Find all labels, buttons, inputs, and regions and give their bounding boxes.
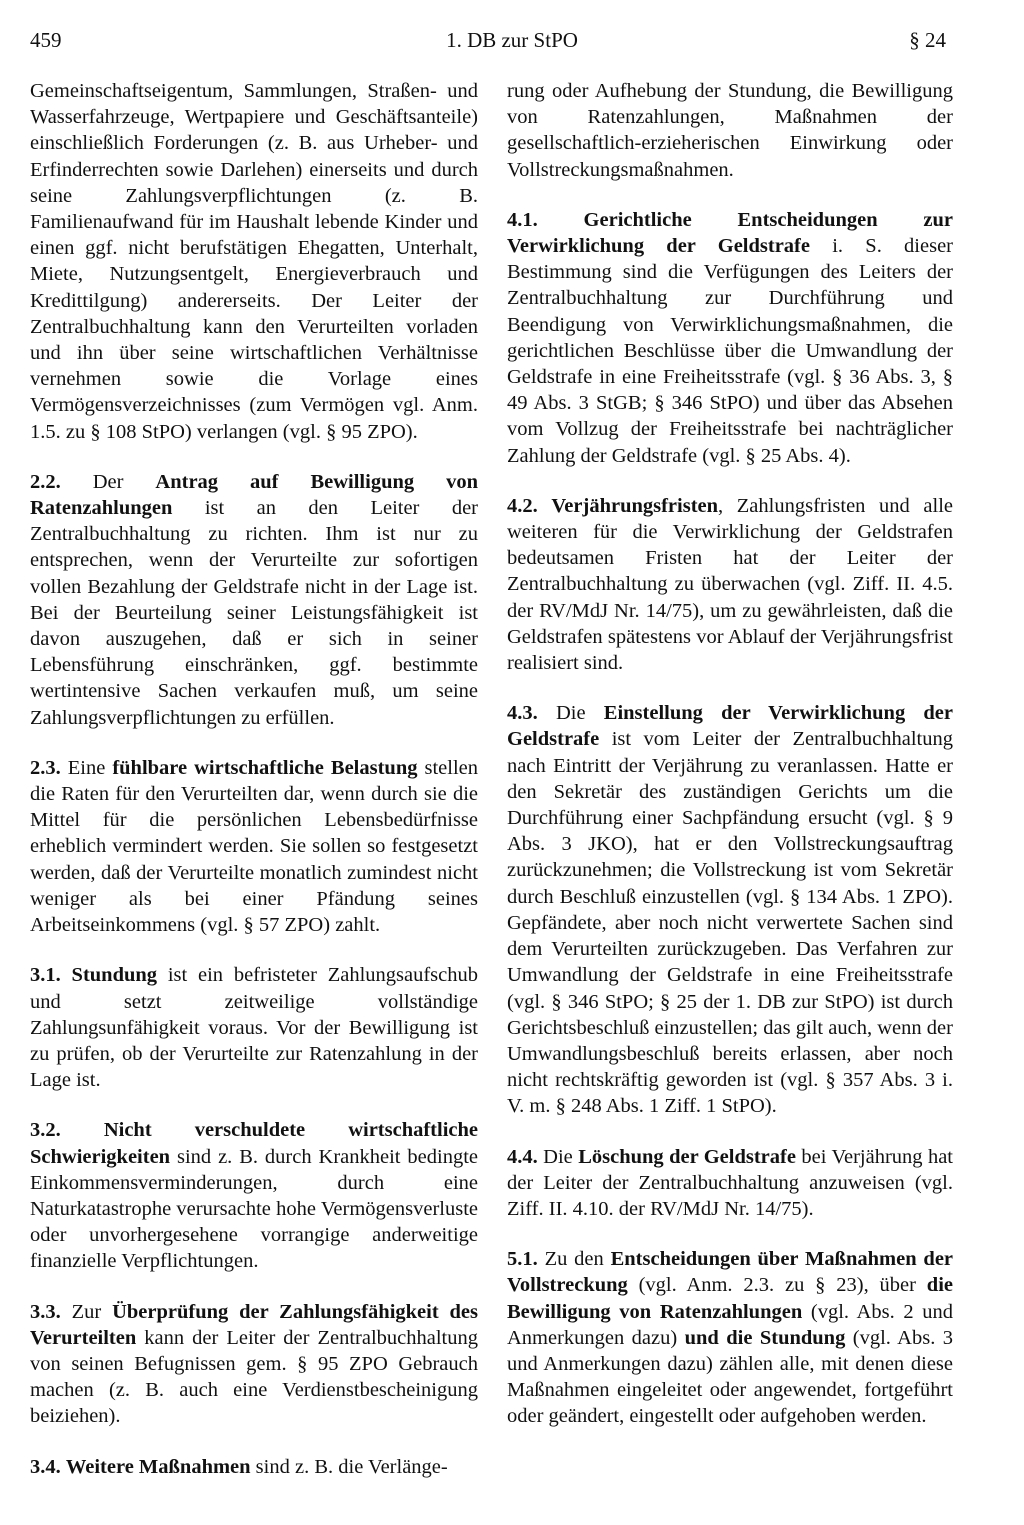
annotation-paragraph xyxy=(507,700,953,1119)
paragraph-text: Eine xyxy=(67,756,113,779)
paragraph-text: stellen die Raten für den Verurteilten dar, wenn durch sie die Mittel für die persönlichen Lebensbedürfnisse erheblich vermindert werden. Sie sollen so festgesetzt werden, daß der Verurteilte monatlich zumindest nicht weniger als bei einer Pfändung seines Arbeitseinkommens (vgl. § 57 ZPO) zahlt. xyxy=(30,756,478,937)
bold-term: die Bewilligung von Ratenzahlungen xyxy=(507,1274,953,1323)
paragraph-text: (vgl. Abs. 2 und Anmerkungen dazu) xyxy=(507,1300,953,1349)
continued-paragraph xyxy=(507,78,953,183)
page-header xyxy=(0,28,1024,68)
bold-term: Überprüfung der Zahlungsfähigkeit des Verurteilten xyxy=(30,1300,478,1349)
bold-term: Nicht verschuldete wirtschaftliche Schwierigkeiten xyxy=(30,1119,478,1168)
page-number: 459 xyxy=(30,28,62,52)
bold-term: fühlbare wirtschaftliche Belastung xyxy=(112,756,418,779)
paragraph-number: 4.3. xyxy=(507,702,538,725)
paragraph-text: kann der Leiter der Zentralbuchhaltung von seinen Befugnissen gem. § 95 ZPO Gebrauch machen (z. B. auch eine Verdienstbescheinigung beiziehen). xyxy=(30,1326,478,1428)
paragraph-text: ist ein befristeter Zahlungsaufschub und setzt zeitweilige vollständige Zahlungsunfähigkeit voraus. Vor der Bewilligung ist zu prüfen, ob der Verurteilte zur Ratenzahlung in der Lage ist. xyxy=(30,964,478,1092)
bold-term: Einstellung der Verwirklichung der Geldstrafe xyxy=(507,702,954,751)
paragraph-text: ist an den Leiter der Zentralbuchhaltung zu richten. Ihm ist nur zu entsprechen, wenn der Verurteilte zur sofortigen vollen Bezahlung der Geldstrafe nicht in der Lage ist. Bei der Beurteilung seiner Leistungsfähigkeit ist davon auszugehen, daß er sich in seiner Lebensführung einschränken, ggf. bestimmte wertintensive Sachen verkaufen muß, um seine Zahlungsverpflichtungen zu erfüllen. xyxy=(30,497,478,729)
bold-term: Antrag auf Bewilligung von Ratenzahlungen xyxy=(30,470,478,520)
annotation-paragraph xyxy=(507,493,953,676)
annotation-paragraph xyxy=(507,1246,953,1429)
paragraph-number: 3.3. xyxy=(30,1300,61,1323)
paragraph-text: (vgl. Abs. 3 und Anmerkungen dazu) zählen alle, mit denen diese Maßnahmen eingeleitet oder angewendet, fortgeführt oder geändert, eingestellt oder aufgehoben werden. xyxy=(507,1326,953,1428)
paragraph-number: 3.4. xyxy=(30,1455,61,1478)
paragraph-number: 3.2. xyxy=(30,1119,61,1142)
paragraph-text: ist vom Leiter der Zentralbuchhaltung nach Eintritt der Verjährung zu veranlassen. Hatte er den Sekretär des zuständigen Gerichts um die Durchführung einer Sachpfändung ersucht (vgl. § 9 Abs. 3 JKO), hat er den Vollstreckungsauftrag zurückzunehmen; die Vollstreckung ist vom Sekretär durch Beschluß einzustellen (vgl. § 134 Abs. 1 ZPO). Gepfändete, aber noch nicht verwertete Sachen sind dem Verurteilten zurückzugeben. Das Verfahren zur Umwandlung der Geldstrafe in eine Freiheitsstrafe (vgl. § 346 StPO; § 25 der 1. DB zur StPO) ist durch Gerichtsbeschluß einzustellen; das gilt auch, wenn der Umwandlungsbeschluß bereits erlassen, aber noch nicht rechtskräftig geworden ist (vgl. § 357 Abs. 3 i. V. m. § 248 Abs. 1 Ziff. 1 StPO). xyxy=(507,728,953,1118)
paragraph-text: i. S. dieser Bestimmung sind die Verfügungen des Leiters der Zentralbuchhaltung zur Durchführung und Beendigung von Verwirklichungsmaßnahmen, die gerichtlichen Beschlüsse über die Umwandlung der Geldstrafe in eine Freiheitsstrafe (vgl. § 36 Abs. 3, § 49 Abs. 3 StGB; § 346 StPO) und über das Absehen vom Vollzug der Freiheitsstrafe bei nachträglicher Zahlung der Geldstrafe (vgl. § 25 Abs. 4). xyxy=(507,235,954,467)
right-column xyxy=(507,78,953,1454)
annotation-paragraph xyxy=(30,1454,478,1480)
annotation-paragraph xyxy=(30,1117,478,1274)
left-column xyxy=(30,78,478,1504)
bold-term: und die Stundung xyxy=(684,1326,846,1349)
paragraph-number: 2.2. xyxy=(30,470,61,493)
paragraph-text: Die xyxy=(555,702,604,725)
annotation-paragraph xyxy=(30,469,478,731)
annotation-paragraph xyxy=(507,1144,953,1223)
paragraph-text: Der xyxy=(92,470,156,493)
paragraph-number: 3.1. xyxy=(30,964,61,987)
bold-term: Löschung der Geldstrafe xyxy=(578,1145,796,1168)
annotation-paragraph xyxy=(30,1299,478,1430)
annotation-paragraph xyxy=(30,755,478,938)
paragraph-text: Zu den xyxy=(544,1248,611,1271)
paragraph-text: rung oder Aufhebung der Stundung, die Bewilligung von Ratenzahlungen, Maßnahmen der gesellschaftlich-erzieherischen Einwirkung oder Vollstreckungsmaßnahmen. xyxy=(507,80,953,181)
bold-term: Verjährungsfristen xyxy=(551,494,719,517)
section-marker: § 24 xyxy=(909,28,946,52)
running-title: 1. DB zur StPO xyxy=(446,28,578,52)
paragraph-text: Die xyxy=(543,1145,579,1168)
continued-paragraph xyxy=(30,78,478,445)
paragraph-text: sind z. B. die Verlänge- xyxy=(250,1455,448,1478)
bold-term: Weitere Maßnahmen xyxy=(65,1455,251,1478)
paragraph-number: 2.3. xyxy=(30,756,61,779)
bold-term: Entscheidungen über Maßnahmen der Vollstreckung xyxy=(507,1248,954,1297)
paragraph-text: Zur xyxy=(71,1300,113,1323)
bold-term: Gerichtliche Entscheidungen zur Verwirklichung der Geldstrafe xyxy=(507,208,954,258)
paragraph-number: 5.1. xyxy=(507,1248,538,1271)
paragraph-text: (vgl. Anm. 2.3. zu § 23), über xyxy=(627,1274,927,1297)
paragraph-text: Gemeinschaftseigentum, Sammlungen, Straßen- und Wasserfahrzeuge, Wertpapiere und Geschäftsanteile) einschließlich Forderungen (z. B. aus Urheber- und Erfinderrechten sowie Darlehen) einerseits und durch seine Zahlungsverpflichtungen (z. B. Familienaufwand für im Haushalt lebende Kinder und einen ggf. nicht berufstätigen Ehegatten, Unterhalt, Miete, Nutzungsentgelt, Energieverbrauch und Kredittilgung) andererseits. Der Leiter der Zentralbuchhaltung kann den Verurteilten vorladen und ihn über seine wirtschaftlichen Verhältnisse vernehmen sowie die Vorlage eines Vermögensverzeichnisses (zum Vermögen vgl. Anm. 1.5. zu § 108 StPO) verlangen (vgl. § 95 ZPO). xyxy=(30,80,478,443)
annotation-paragraph xyxy=(30,962,478,1093)
paragraph-text: bei Verjährung hat der Leiter der Zentralbuchhaltung anzuweisen (vgl. Ziff. II. 4.10. der RV/MdJ Nr. 14/75). xyxy=(507,1145,954,1220)
paragraph-number: 4.4. xyxy=(507,1145,538,1168)
paragraph-number: 4.1. xyxy=(507,208,538,231)
paragraph-number: 4.2. xyxy=(507,494,538,517)
paragraph-text: , Zahlungsfristen und alle weiteren für die Verwirklichung der Geldstrafen bedeutsamen Fristen hat der Leiter der Zentralbuchhaltung zu überwachen (vgl. Ziff. II. 4.5. der RV/MdJ Nr. 14/75), um zu gewährleisten, daß die Geldstrafen spätestens vor Ablauf der Verjährungsfrist realisiert sind. xyxy=(507,494,954,675)
annotation-paragraph xyxy=(507,207,953,469)
paragraph-text: sind z. B. durch Krankheit bedingte Einkommensverminderungen, durch eine Naturkatastrophe verursachte hohe Vermögensverluste oder unvorhergesehene vorrangige anderweitige finanzielle Verpflichtungen. xyxy=(30,1145,478,1273)
bold-term: Stundung xyxy=(71,964,158,987)
